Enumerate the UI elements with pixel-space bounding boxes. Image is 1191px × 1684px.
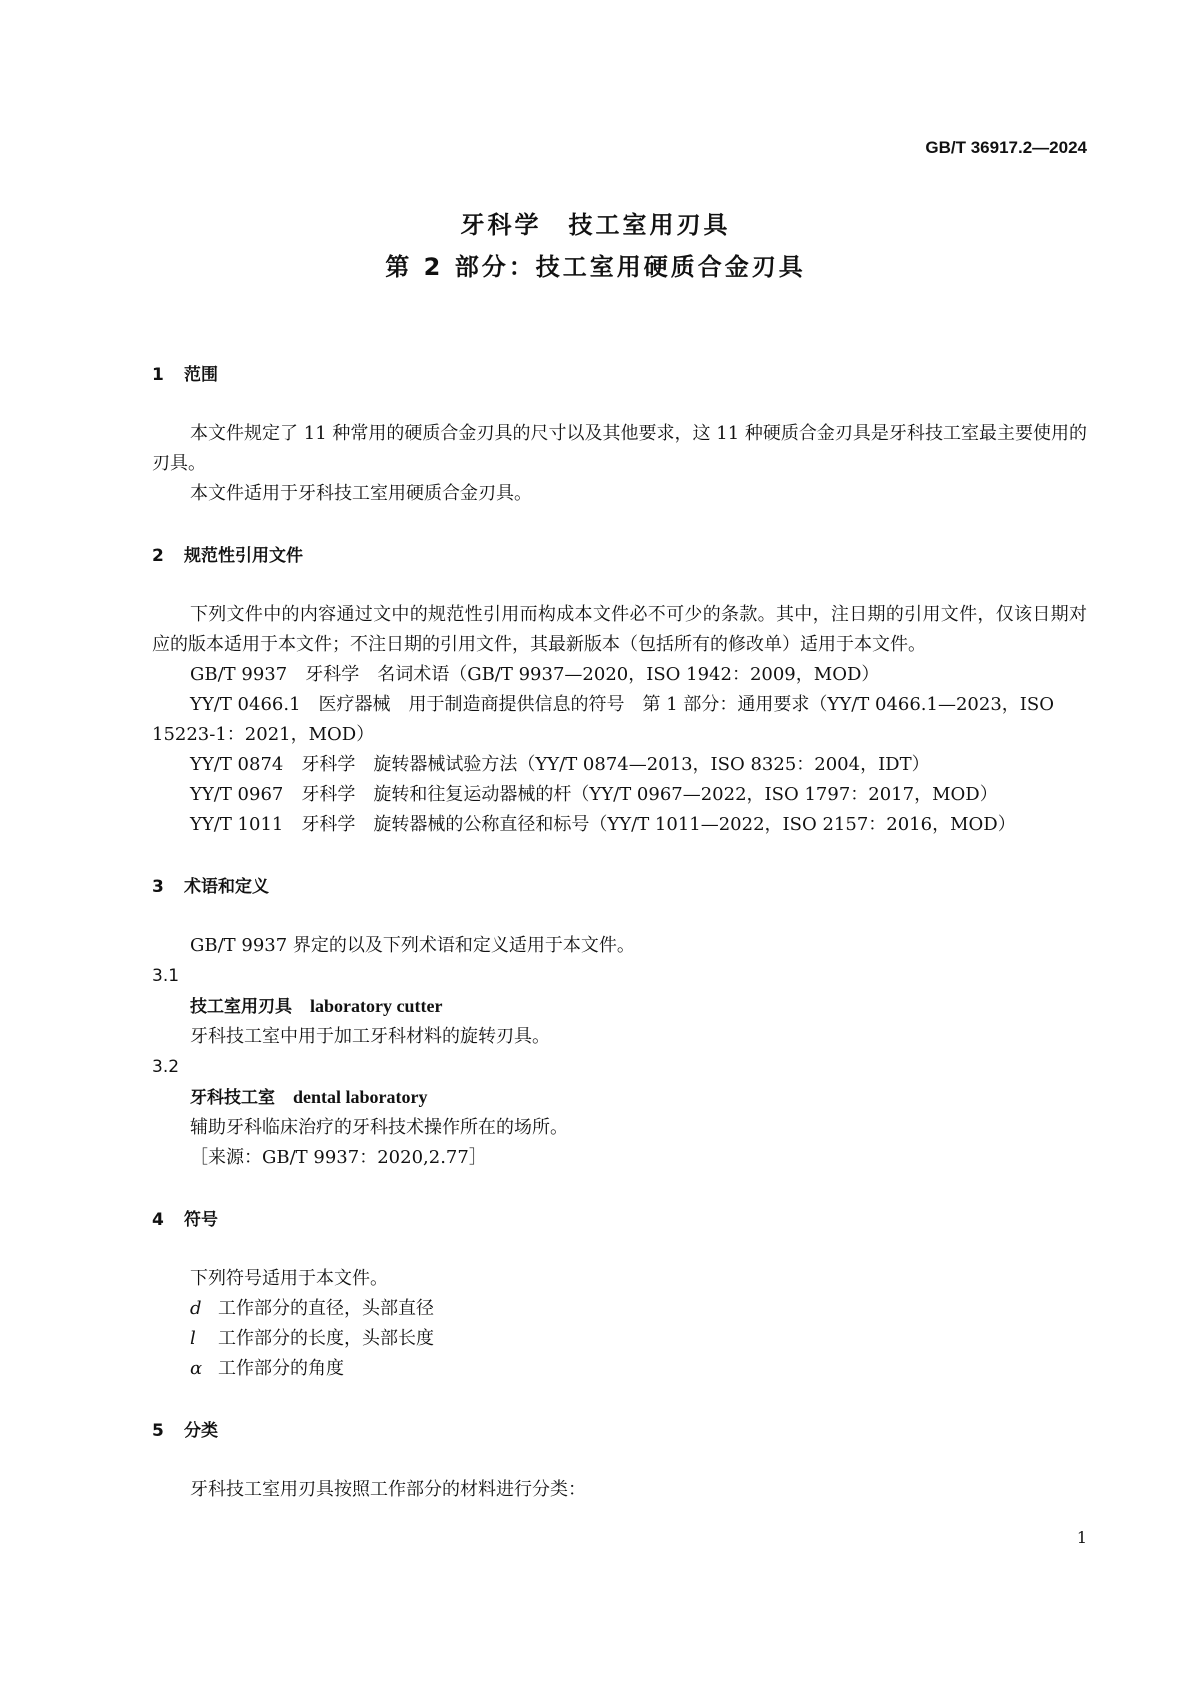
symbol-item: α 工作部分的角度	[190, 1358, 344, 1379]
page-number: 1	[1076, 1528, 1087, 1547]
symbol-item: l 工作部分的长度，头部长度	[190, 1328, 434, 1349]
standard-code: GB/T 36917.2—2024	[925, 138, 1087, 157]
term-definition: 辅助牙科临床治疗的牙科技术操作所在的场所。	[190, 1117, 568, 1138]
paragraph: GB/T 9937 界定的以及下列术语和定义适用于本文件。	[190, 935, 635, 956]
section-scope	[152, 360, 1087, 509]
section-symbols	[152, 1205, 1087, 1384]
section-heading: 4 符号	[152, 1210, 218, 1230]
title-line-2: 第 2 部分：技工室用硬质合金刃具	[385, 253, 806, 281]
term-definition: 牙科技工室中用于加工牙科材料的旋转刃具。	[190, 1026, 550, 1047]
section-normative-references	[152, 541, 1087, 840]
section-heading: 5 分类	[152, 1421, 218, 1441]
section-classification	[152, 1416, 1087, 1505]
paragraph: 本文件规定了 11 种常用的硬质合金刃具的尺寸以及其他要求，这 11 种硬质合金刃具是牙科技工室最主要使用的刃具。	[152, 423, 1087, 474]
reference-item: YY/T 0967 牙科学 旋转和往复运动器械的杆（YY/T 0967—2022，ISO 1797：2017，MOD）	[190, 784, 998, 805]
section-heading: 1 范围	[152, 365, 218, 385]
term-name: 牙科技工室	[190, 1088, 275, 1108]
title-line-1: 牙科学 技工室用刃具	[460, 211, 731, 239]
section-terms-definitions	[152, 872, 1087, 1173]
reference-item: YY/T 1011 牙科学 旋转器械的公称直径和标号（YY/T 1011—2022，ISO 2157：2016，MOD）	[190, 814, 1016, 835]
term-number: 3.2	[152, 1057, 180, 1077]
reference-item: YY/T 0874 牙科学 旋转器械试验方法（YY/T 0874—2013，ISO 8325：2004，IDT）	[190, 754, 930, 775]
section-heading: 2 规范性引用文件	[152, 546, 303, 566]
paragraph: 本文件适用于牙科技工室用硬质合金刃具。	[190, 483, 532, 504]
term-entry	[152, 991, 1087, 1022]
reference-item: GB/T 9937 牙科学 名词术语（GB/T 9937—2020，ISO 1942：2009，MOD）	[190, 664, 880, 685]
reference-item: YY/T 0466.1 医疗器械 用于制造商提供信息的符号 第 1 部分：通用要求（YY/T 0466.1—2023，ISO 15223-1：2021，MOD）	[152, 694, 1054, 745]
paragraph: 下列文件中的内容通过文中的规范性引用而构成本文件必不可少的条款。其中，注日期的引用文件，仅该日期对应的版本适用于本文件；不注日期的引用文件，其最新版本（包括所有的修改单）适用于本文件。	[152, 604, 1087, 655]
document-body	[152, 360, 1087, 1537]
document-title	[0, 204, 1191, 288]
term-source: ［来源：GB/T 9937：2020,2.77］	[190, 1147, 487, 1168]
paragraph: 牙科技工室用刃具按照工作部分的材料进行分类：	[190, 1479, 586, 1500]
term-number: 3.1	[152, 966, 180, 986]
term-english: dental laboratory	[293, 1087, 428, 1107]
paragraph: 下列符号适用于本文件。	[190, 1268, 388, 1289]
term-english: laboratory cutter	[310, 996, 443, 1016]
symbol-item: d 工作部分的直径，头部直径	[190, 1298, 434, 1319]
term-entry	[152, 1082, 1087, 1113]
term-name: 技工室用刃具	[190, 997, 292, 1017]
section-heading: 3 术语和定义	[152, 877, 269, 897]
